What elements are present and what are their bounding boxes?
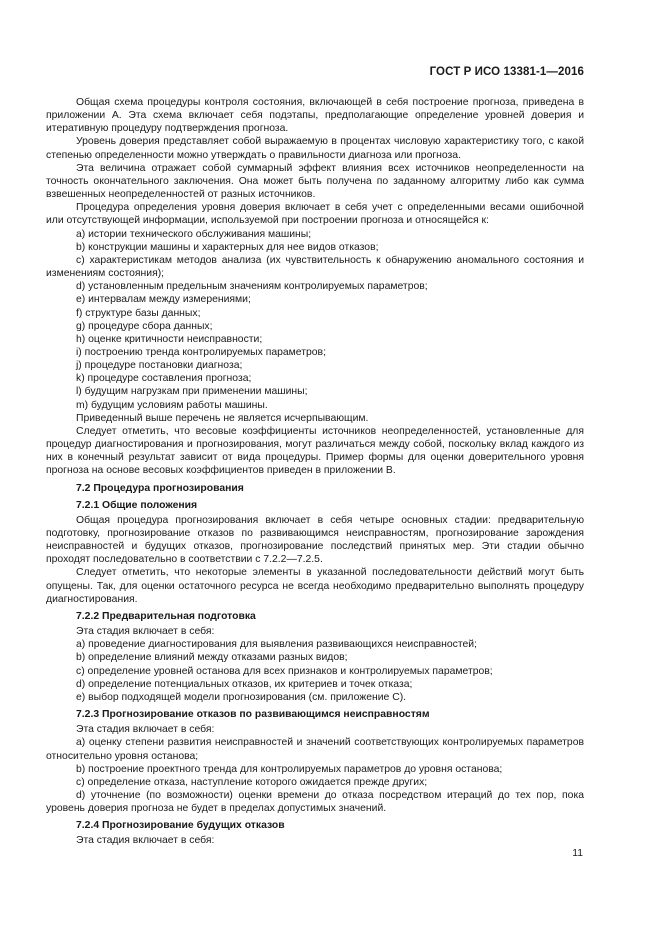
section-heading: 7.2 Процедура прогнозирования: [76, 482, 244, 494]
list-item: a) оценку степени развития неисправностей и значений соответствующих контролируемых параметров относительно уровня останова;: [46, 737, 584, 762]
list-item: k) процедуре составления прогноза;: [76, 373, 252, 385]
document-code-header: ГОСТ Р ИСО 13381-1—2016: [429, 66, 584, 78]
list-item: m) будущим условиям работы машины.: [76, 399, 268, 411]
paragraph: Следует отметить, что весовые коэффициенты источников неопределенностей, установленные для процедур диагностирования и прогнозирования, могут различаться между собой, поскольку вклад каждого из них в конечный результат зависит от вида процедуры. Пример формы для оценки доверительного уровня прогноза на основе весовых коэффициентов приведен в приложении В.: [46, 425, 584, 477]
subsection-heading: 7.2.1 Общие положения: [76, 499, 198, 511]
list-item: b) определение влияний между отказами разных видов;: [76, 652, 348, 664]
list-item: l) будущим нагрузкам при применении машины;: [76, 386, 308, 398]
list-item: d) установленным предельным значениям контролируемых параметров;: [76, 281, 428, 293]
paragraph: Эта стадия включает в себя:: [76, 724, 215, 736]
subsection-heading: 7.2.3 Прогнозирование отказов по развивающимся неисправностям: [76, 709, 430, 721]
paragraph: Общая процедура прогнозирования включает в себя четыре основных стадии: предварительную подготовку, прогнозирование отказов по развивающимся неисправностям, прогнозирование зарождения неисправностей и будущих отказов, прогнозирование последствий принятых мер. Эти стадии обычно проходят последовательно в соответствии с 7.2.2—7.2.5.: [46, 514, 584, 566]
list-item: f) структуре базы данных;: [76, 307, 201, 319]
subsection-heading: 7.2.2 Предварительная подготовка: [76, 610, 256, 622]
paragraph: Процедура определения уровня доверия включает в себя учет с определенными весами ошибочной или отсутствующей информации, используемой при построении прогноза и относящейся к:: [46, 202, 584, 227]
list-item: e) интервалам между измерениями;: [76, 294, 251, 306]
paragraph: Эта стадия включает в себя:: [76, 835, 215, 847]
list-item: d) уточнение (по возможности) оценки времени до отказа посредством итераций до тех пор, пока уровень доверия прогноза не будет в пределах допустимых значений.: [46, 789, 584, 815]
list-item: d) определение потенциальных отказов, их критериев и точек отказа;: [76, 678, 413, 690]
list-item: g) процедуре сбора данных;: [76, 320, 213, 332]
page-number: 11: [572, 848, 583, 859]
subsection-heading: 7.2.4 Прогнозирование будущих отказов: [76, 820, 285, 832]
paragraph: Эта величина отражает собой суммарный эффект влияния всех источников неопределенности на точность окончательного заключения. Она может быть получена по заданному алгоритму либо как сумма взвешенных неопределенностей от разных источников.: [46, 162, 584, 201]
list-item: a) проведение диагностирования для выявления развивающихся неисправностей;: [76, 639, 477, 651]
list-item: j) процедуре постановки диагноза;: [76, 360, 243, 372]
list-item: e) выбор подходящей модели прогнозирования (см. приложение С).: [76, 691, 407, 703]
paragraph: Общая схема процедуры контроля состояния, включающей в себя построение прогноза, приведена в приложении А. Эта схема включает себя подэтапы, предполагающие определение уровней доверия и итеративную процедуру подтверждения прогноза.: [46, 97, 584, 135]
list-item: c) определение уровней останова для всех признаков и контролируемых параметров;: [76, 665, 493, 677]
list-item: c) определение отказа, наступление которого ожидается прежде других;: [76, 776, 428, 788]
list-item: i) построению тренда контролируемых параметров;: [76, 346, 326, 358]
list-item: c) характеристикам методов анализа (их чувствительность к обнаружению аномального состояния и изменениям состояния);: [46, 254, 584, 280]
paragraph: Уровень доверия представляет собой выражаемую в процентах числовую характеристику того, с какой степенью определенности можно утверждать о правильности диагноза или прогноза.: [46, 136, 584, 161]
list-item: b) построение проектного тренда для контролируемых параметров до уровня останова;: [76, 763, 503, 775]
paragraph: Следует отметить, что некоторые элементы в указанной последовательности действий могут быть опущены. Так, для оценки остаточного ресурса не всегда необходимо предварительно выполнять процедуру диагностирования.: [46, 567, 584, 605]
list-item: b) конструкции машины и характерных для нее видов отказов;: [76, 241, 379, 253]
paragraph: Приведенный выше перечень не является исчерпывающим.: [76, 412, 369, 424]
list-item: a) истории технического обслуживания машины;: [76, 228, 312, 240]
paragraph: Эта стадия включает в себя:: [76, 626, 215, 638]
document-body: [46, 96, 584, 848]
list-item: h) оценке критичности неисправности;: [76, 333, 263, 345]
